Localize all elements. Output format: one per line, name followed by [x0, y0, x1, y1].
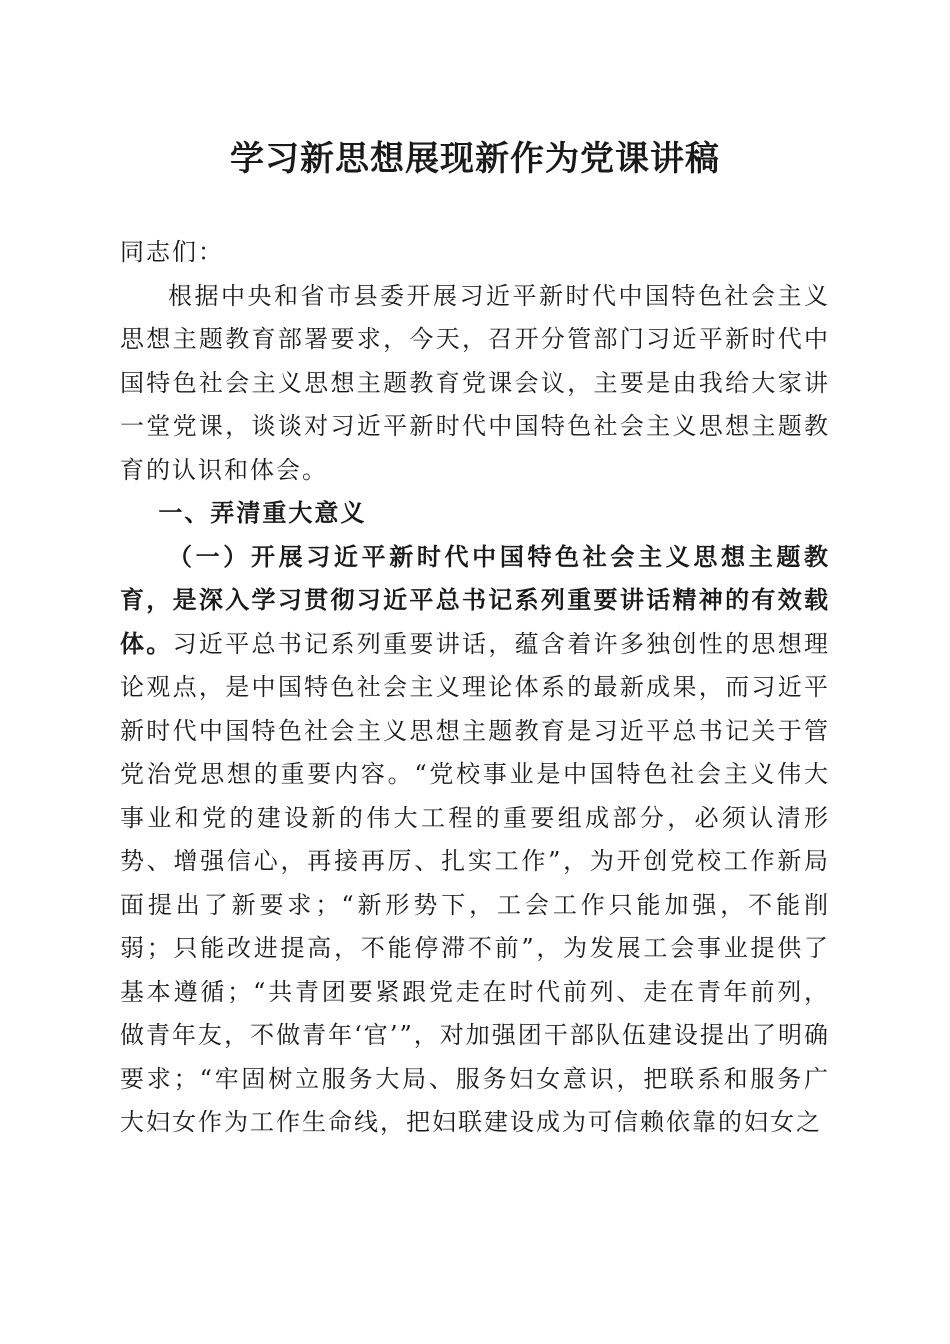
section-1-paragraph-1: [120, 536, 830, 1145]
salutation: 同志们：: [120, 238, 224, 266]
document-title: 学习新思想展现新作为党课讲稿: [230, 139, 720, 179]
sub-heading-1: （一）开展习近平新时代中国特色社会主义思想主题教育，是深入学习贯彻习近平总书记系列重要讲话精神的有效载体。: [120, 542, 830, 658]
section-heading-1: 一、弄清重大意义: [158, 499, 367, 527]
sub-heading-1-body: 习近平总书记系列重要讲话，蕴含着许多独创性的思想理论观点，是中国特色社会主义理论体系的最新成果，而习近平新时代中国特色社会主义思想主题教育是习近平总书记关于管党治党思想的重要内容。“党校事业是中国特色社会主义伟大事业和党的建设新的伟大工程的重要组成部分，必须认清形势、增强信心，再接再厉、扎实工作”，为开创党校工作新局面提出了新要求；“新形势下，工会工作只能加强，不能削弱；只能改进提高，不能停滞不前”，为发展工会事业提供了基本遵循；“共青团要紧跟党走在时代前列、走在青年前列，做青年友，不做青年‘官’”，对加强团干部队伍建设提出了明确要求；“牢固树立服务大局、服务妇女意识，把联系和服务广大妇女作为工作生命线，把妇联建设成为可信赖依靠的妇女之: [120, 629, 831, 1136]
document-body: [120, 231, 830, 1145]
intro-paragraph: 根据中央和省市县委开展习近平新时代中国特色社会主义思想主题教育部署要求，今天，召开分管部门习近平新时代中国特色社会主义思想主题教育党课会议，主要是由我给大家讲一堂党课，谈谈对习近平新时代中国特色社会主义思想主题教育的认识和体会。: [120, 281, 830, 484]
